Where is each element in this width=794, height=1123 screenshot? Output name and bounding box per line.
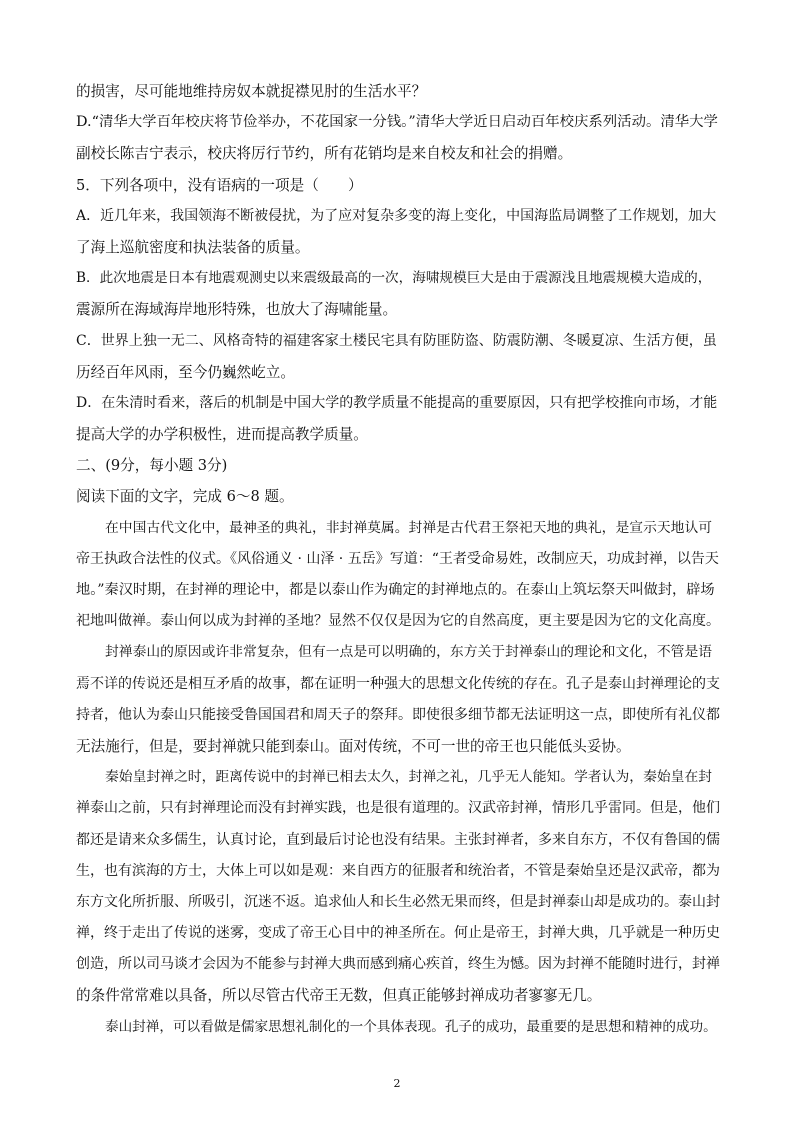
text-line: 的条件常常难以具备，所以尽管古代帝王无数，但真正能够封禅成功者寥寥无几。 (76, 987, 602, 1005)
text-line: 的损害，尽可能地维持房奴本就捉襟见肘的生活水平？ (76, 83, 427, 100)
text-line: 焉不详的传说还是相互矛盾的故事，都在证明一种强大的思想文化传统的存在。孔子是泰山封禅理论的支 (76, 675, 720, 692)
text-line: 创造，所以司马谈才会因为不能参与封禅大典而感到痛心疾首，终生为憾。因为封禅不能随时进行，封禅 (76, 956, 720, 973)
text-line: 震源所在海域海岸地形特殊，也放大了海啸能量。 (76, 301, 398, 319)
text-line: 封禅泰山的原因或许非常复杂，但有一点是可以明确的，东方关于封禅泰山的理论和文化，不管是语 (105, 644, 713, 661)
text-line: 秦始皇封禅之时，距离传说中的封禅已相去太久，封禅之礼，几乎无人能知。学者认为，秦始皇在封 (105, 769, 713, 786)
text-line: 地。”秦汉时期，在封禅的理论中，都是以泰山作为确定的封禅地点的。在泰山上筑坛祭天叫做封，辟场 (76, 582, 715, 598)
text-line: C．世界上独一无二、风格奇特的福建客家土楼民宅具有防匪防盗、防震防潮、冬暖夏凉、生活方便，虽 (76, 332, 717, 349)
text-line: 二、(9分，每小题 3分) (76, 457, 228, 475)
text-line: 阅读下面的文字，完成 6～8 题。 (76, 488, 294, 506)
text-line: 历经百年风雨，至今仍巍然屹立。 (76, 363, 295, 381)
text-line: 在中国古代文化中，最神圣的典礼，非封禅莫属。封禅是古代君王祭祀天地的典礼，是宣示天地认可 (105, 519, 713, 536)
text-line: 祀地叫做禅。泰山何以成为封禅的圣地？显然不仅仅是因为它的自然高度，更主要是因为它的文化高度。 (76, 613, 720, 630)
text-line: 生，也有滨海的方士，大体上可以如是观：来自西方的征服者和统治者，不管是秦始皇还是汉武帝，都为 (76, 862, 720, 879)
text-line: 了海上巡航密度和执法装备的质量。 (76, 238, 310, 256)
page-number: 2 (393, 1077, 401, 1090)
text-line: 泰山封禅，可以看做是儒家思想礼制化的一个具体表现。孔子的成功，最重要的是思想和精神的成功。 (105, 1018, 717, 1035)
text-line: 东方文化所折服、所吸引，沉迷不返。追求仙人和长生必然无果而终，但是封禅泰山却是成功的。泰山封 (76, 893, 720, 910)
text-line: 无法施行，但是，要封禅就只能到泰山。面对传统，不可一世的帝王也只能低头妥协。 (76, 737, 631, 755)
text-line: D．在朱清时看来，落后的机制是中国大学的教学质量不能提高的重要原因，只有把学校推向市场，才能 (76, 394, 718, 411)
text-line: 禅泰山之前，只有封禅理论而没有封禅实践，也是很有道理的。汉武帝封禅，情形几乎雷同。但是，他们 (76, 800, 720, 817)
text-line: A．近几年来，我国领海不断被侵扰，为了应对复杂多变的海上变化，中国海监局调整了工作规划，加大 (76, 207, 717, 224)
text-line: 副校长陈吉宁表示，校庆将厉行节约，所有花销均是来自校友和社会的捐赠。 (76, 145, 573, 163)
text-line: 都还是请来众多儒生，认真讨论，直到最后讨论也没有结果。主张封禅者，多来自东方，不仅有鲁国的儒 (76, 831, 720, 848)
text-line: D.“清华大学百年校庆将节俭举办，不花国家一分钱。”清华大学近日启动百年校庆系列活动。清华大学 (76, 114, 718, 131)
text-line: 提高大学的办学积极性，进而提高教学质量。 (76, 426, 368, 444)
text-line: B．此次地震是日本有地震观测史以来震级最高的一次，海啸规模巨大是由于震源浅且地震规模大造成的， (76, 270, 712, 287)
text-line: 5．下列各项中，没有语病的一项是（ ） (76, 176, 363, 194)
text-line: 持者，他认为泰山只能接受鲁国国君和周天子的祭拜。即使很多细节都无法证明这一点，即使所有礼仪都 (76, 706, 720, 723)
document-page (76, 76, 720, 1043)
text-line: 禅，终于走出了传说的迷雾，变成了帝王心目中的神圣所在。何止是帝王，封禅大典，几乎就是一种历史 (76, 925, 720, 942)
text-line: 帝王执政合法性的仪式。《风俗通义 · 山泽 · 五岳》写道：“王者受命易姓，改制应天，功成封禅，以告天 (76, 550, 719, 567)
